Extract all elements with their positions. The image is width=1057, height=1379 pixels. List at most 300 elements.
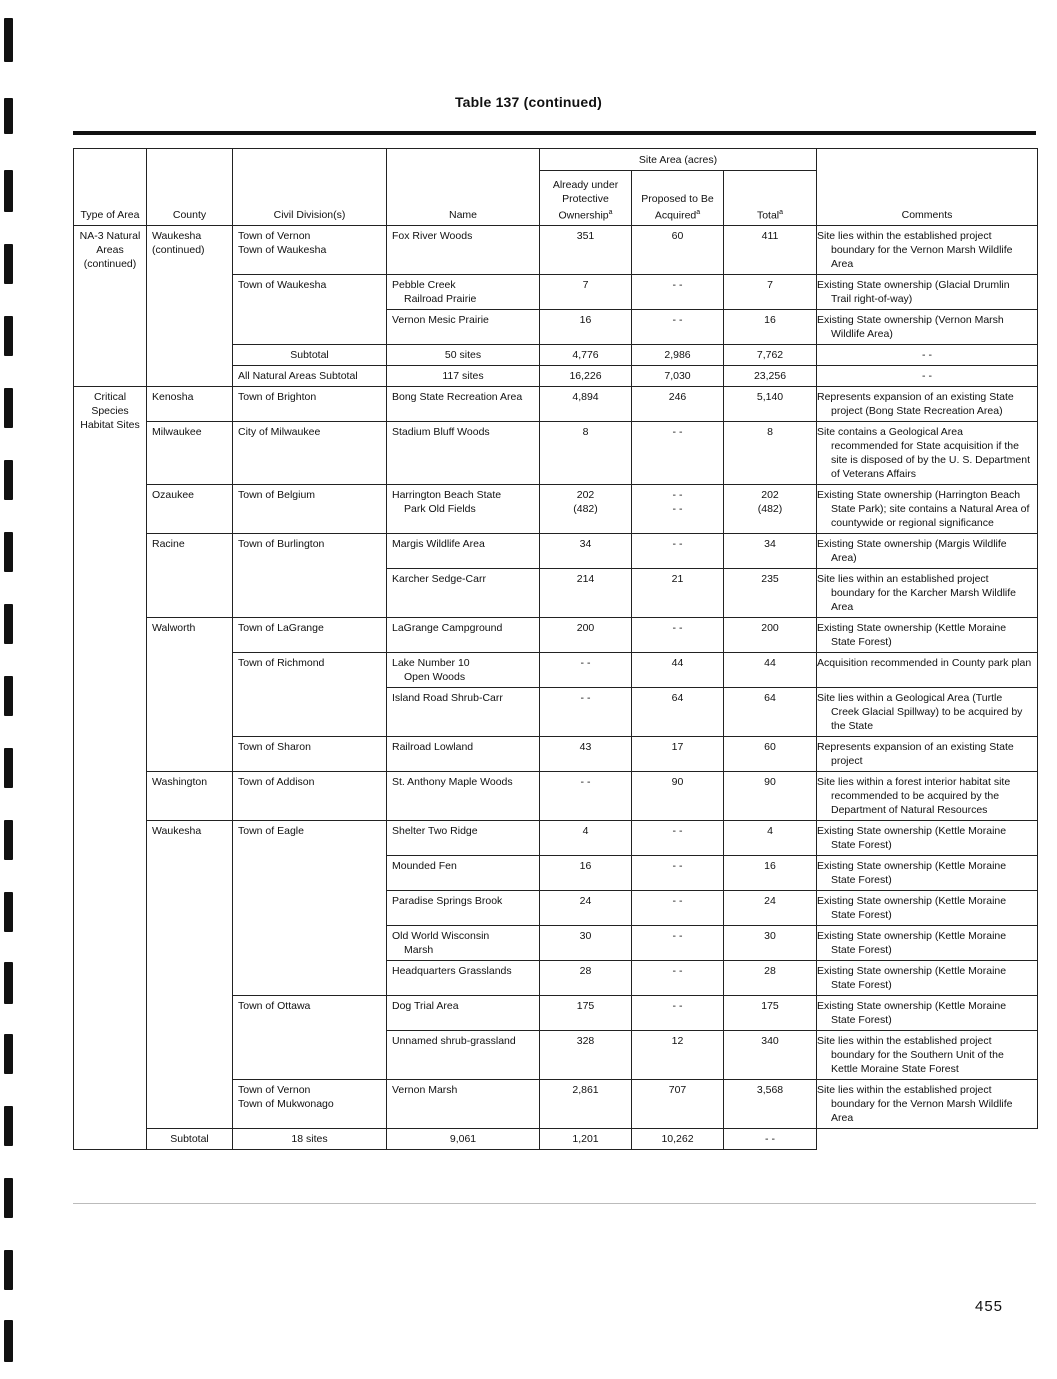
total-acres-cell xyxy=(724,310,817,345)
civil-division-cell xyxy=(233,618,387,653)
proposed-acquired-cell xyxy=(632,891,724,926)
punch-hole-mark xyxy=(4,1320,13,1362)
site-name-text: 18 sites xyxy=(291,1133,328,1145)
punch-hole-mark xyxy=(4,460,13,500)
already-protected-value: - - xyxy=(580,692,591,704)
site-name-cell xyxy=(233,1129,387,1150)
punch-hole-mark xyxy=(4,1034,13,1074)
proposed-acquired-cell xyxy=(540,1129,632,1150)
total-acres-cell xyxy=(724,891,817,926)
site-name-cell xyxy=(387,534,540,569)
header-comments: Comments xyxy=(817,149,1038,226)
civil-division-cell xyxy=(233,485,387,534)
comments-cell xyxy=(817,772,1038,821)
proposed-acquired-value: - - xyxy=(672,622,683,634)
civil-division-text: Town of Vernon xyxy=(238,1084,311,1096)
site-name-text: Pebble Creek xyxy=(392,279,456,291)
already-protected-cell xyxy=(540,926,632,961)
total-acres-cell xyxy=(724,737,817,772)
civil-division-cell xyxy=(233,534,387,618)
total-acres-cell xyxy=(724,275,817,310)
already-protected-value: 24 xyxy=(579,895,592,907)
binding-edge xyxy=(0,0,20,1379)
comment-text: Site lies within an established project boundary for the Karcher Marsh Wildlife Area xyxy=(817,573,1016,613)
site-name-cell xyxy=(387,422,540,485)
total-acres-value: (482) xyxy=(757,503,783,515)
county-text: Waukesha (continued) xyxy=(152,230,205,256)
site-name-cell xyxy=(387,737,540,772)
proposed-acquired-cell xyxy=(632,226,724,275)
county-text: Ozaukee xyxy=(152,489,195,501)
comment-text: Existing State ownership (Kettle Moraine State Forest) xyxy=(817,895,1007,921)
proposed-acquired-value: 17 xyxy=(671,741,684,753)
proposed-acquired-value: 21 xyxy=(671,573,684,585)
total-acres-value: 23,256 xyxy=(753,370,787,382)
punch-hole-mark xyxy=(4,892,13,932)
comments-cell xyxy=(817,534,1038,569)
table-container xyxy=(73,148,1037,1150)
comments-cell xyxy=(817,485,1038,534)
header-county: County xyxy=(147,149,233,226)
punch-hole-mark xyxy=(4,1250,13,1290)
table-row xyxy=(74,485,1038,534)
comment-text: - - xyxy=(922,349,932,361)
site-name-text: Karcher Sedge-Carr xyxy=(392,573,486,585)
total-acres-value: 90 xyxy=(764,776,776,788)
punch-hole-mark xyxy=(4,748,13,788)
site-name-cell xyxy=(387,961,540,996)
proposed-acquired-cell xyxy=(632,485,724,534)
civil-division-cell xyxy=(233,653,387,737)
proposed-acquired-cell xyxy=(632,1080,724,1129)
proposed-acquired-cell xyxy=(632,821,724,856)
header-total xyxy=(724,171,817,226)
site-name-cell xyxy=(387,688,540,737)
total-acres-cell xyxy=(724,387,817,422)
civil-division-text: Town of Belgium xyxy=(238,489,316,501)
county-text: Kenosha xyxy=(152,391,194,403)
comment-text: Site contains a Geological Area recommended for State acquisition if the site is disposed of by the U. S. Department of Veterans Affairs xyxy=(817,426,1031,480)
proposed-acquired-value: - - xyxy=(672,426,683,438)
header-total-label: Total xyxy=(756,209,780,221)
total-acres-value: 340 xyxy=(761,1035,779,1047)
already-protected-value: - - xyxy=(580,657,591,669)
site-name-text: Railroad Lowland xyxy=(392,741,474,753)
site-name-cell xyxy=(387,485,540,534)
site-name-cell xyxy=(387,569,540,618)
civil-division-text: City of Milwaukee xyxy=(238,426,321,438)
proposed-acquired-cell xyxy=(632,618,724,653)
county-cell xyxy=(147,422,233,485)
punch-hole-mark xyxy=(4,388,13,428)
comments-cell xyxy=(817,345,1038,366)
total-acres-cell xyxy=(724,1080,817,1129)
already-protected-cell xyxy=(540,345,632,366)
already-protected-value: - - xyxy=(580,776,591,788)
proposed-acquired-value: 246 xyxy=(668,391,687,403)
total-acres-value: 28 xyxy=(764,965,776,977)
total-acres-value: 235 xyxy=(761,573,779,585)
civil-division-cell xyxy=(233,226,387,275)
comment-text: Existing State ownership (Kettle Moraine State Forest) xyxy=(817,860,1007,886)
site-name-cell xyxy=(387,618,540,653)
civil-division-text: Town of Sharon xyxy=(238,741,311,753)
proposed-acquired-cell xyxy=(632,275,724,310)
already-protected-value: 16 xyxy=(579,860,592,872)
comments-cell xyxy=(817,926,1038,961)
total-acres-value: 24 xyxy=(764,895,776,907)
proposed-acquired-value: 44 xyxy=(671,657,684,669)
proposed-acquired-cell xyxy=(632,1031,724,1080)
civil-division-cell xyxy=(233,422,387,485)
proposed-acquired-value: 707 xyxy=(668,1084,687,1096)
comments-cell xyxy=(817,821,1038,856)
comment-text: Represents expansion of an existing State project xyxy=(817,741,1014,767)
total-acres-value: 411 xyxy=(761,230,779,242)
site-name-text: Bong State Recreation Area xyxy=(392,391,523,403)
proposed-acquired-cell xyxy=(632,310,724,345)
header-site-area: Site Area (acres) xyxy=(540,149,817,171)
civil-division-text: Town of Richmond xyxy=(238,657,325,669)
already-protected-value: 16,226 xyxy=(569,370,602,382)
already-protected-cell xyxy=(540,891,632,926)
proposed-acquired-cell xyxy=(632,772,724,821)
punch-hole-mark xyxy=(4,604,13,644)
comment-text: Existing State ownership (Kettle Moraine State Forest) xyxy=(817,825,1007,851)
proposed-acquired-cell xyxy=(632,996,724,1031)
already-protected-cell xyxy=(540,856,632,891)
civil-division-text: Town of Eagle xyxy=(238,825,304,837)
site-name-cell xyxy=(387,1080,540,1129)
civil-division-cell xyxy=(233,387,387,422)
proposed-acquired-cell xyxy=(632,422,724,485)
civil-division-cell xyxy=(233,772,387,821)
county-cell xyxy=(147,618,233,772)
county-text: Racine xyxy=(152,538,185,550)
civil-division-text: Town of Vernon xyxy=(238,230,311,242)
total-acres-value: 30 xyxy=(764,930,776,942)
site-name-text: Margis Wildlife Area xyxy=(392,538,485,550)
table-row xyxy=(74,534,1038,569)
proposed-acquired-cell xyxy=(632,366,724,387)
already-protected-cell xyxy=(540,310,632,345)
table-title: Table 137 (continued) xyxy=(454,94,603,110)
already-protected-cell xyxy=(540,772,632,821)
table-row xyxy=(74,422,1038,485)
table-header xyxy=(74,149,1038,226)
comment-text: Existing State ownership (Kettle Moraine State Forest) xyxy=(817,930,1007,956)
proposed-acquired-value: - - xyxy=(672,930,683,942)
total-acres-cell xyxy=(724,345,817,366)
comments-cell xyxy=(817,653,1038,688)
already-protected-cell xyxy=(540,485,632,534)
comment-text: Existing State ownership (Vernon Marsh Wildlife Area) xyxy=(817,314,1004,340)
already-protected-cell xyxy=(540,422,632,485)
site-name-text: Vernon Marsh xyxy=(392,1084,458,1096)
comments-cell xyxy=(817,737,1038,772)
already-protected-value: 2,861 xyxy=(572,1084,599,1096)
comments-cell xyxy=(817,366,1038,387)
already-protected-value: 8 xyxy=(582,426,589,438)
header-type-of-area: Type of Area xyxy=(74,149,147,226)
site-name-text: Island Road Shrub-Carr xyxy=(392,692,503,704)
already-protected-cell xyxy=(540,1031,632,1080)
site-name-text: Dog Trial Area xyxy=(392,1000,459,1012)
site-name-text: Vernon Mesic Prairie xyxy=(392,314,489,326)
proposed-acquired-cell xyxy=(632,653,724,688)
already-protected-cell xyxy=(540,534,632,569)
comments-cell xyxy=(817,1080,1038,1129)
punch-hole-mark xyxy=(4,532,13,572)
comments-cell xyxy=(817,891,1038,926)
civil-division-text: Town of LaGrange xyxy=(238,622,324,634)
site-name-cell xyxy=(387,653,540,688)
comment-text: Existing State ownership (Harrington Beach State Park); site contains a Natural Area of countywide or regional significance xyxy=(817,489,1030,529)
table-row xyxy=(74,1129,1038,1150)
total-acres-value: 64 xyxy=(764,692,776,704)
table-row xyxy=(74,387,1038,422)
punch-hole-mark xyxy=(4,316,13,356)
proposed-acquired-value: 2,986 xyxy=(664,349,691,361)
county-cell xyxy=(147,534,233,618)
proposed-acquired-value: 90 xyxy=(671,776,684,788)
total-acres-value: 4 xyxy=(767,825,773,837)
total-acres-value: 202 xyxy=(761,489,779,501)
comment-text: Acquisition recommended in County park plan xyxy=(817,657,1032,669)
county-cell xyxy=(147,387,233,422)
county-text: Waukesha xyxy=(152,825,202,837)
proposed-acquired-value: - - xyxy=(672,538,683,550)
already-protected-cell xyxy=(540,821,632,856)
total-acres-cell xyxy=(724,534,817,569)
civil-division-cell xyxy=(233,737,387,772)
title-rule xyxy=(73,131,1036,135)
footnote-a-marker: a xyxy=(608,208,613,216)
site-name-text: Unnamed shrub-grassland xyxy=(392,1035,516,1047)
comments-cell xyxy=(817,1031,1038,1080)
site-name-cell xyxy=(387,226,540,275)
type-of-area-cell xyxy=(74,387,147,1150)
site-name-cell xyxy=(387,366,540,387)
site-name-cell xyxy=(387,310,540,345)
total-acres-cell xyxy=(724,366,817,387)
site-name-text: Marsh xyxy=(404,944,434,956)
proposed-acquired-cell xyxy=(632,345,724,366)
site-name-cell xyxy=(387,856,540,891)
page-number: 455 xyxy=(975,1298,1004,1315)
comments-cell xyxy=(817,310,1038,345)
civil-division-text: Town of Ottawa xyxy=(238,1000,311,1012)
total-acres-cell xyxy=(724,961,817,996)
site-name-text: Mounded Fen xyxy=(392,860,457,872)
data-table xyxy=(73,148,1038,1150)
county-cell xyxy=(147,485,233,534)
proposed-acquired-value: - - xyxy=(672,825,683,837)
site-name-text: Shelter Two Ridge xyxy=(392,825,478,837)
total-acres-cell xyxy=(724,856,817,891)
total-acres-cell xyxy=(724,996,817,1031)
total-acres-value: 34 xyxy=(764,538,776,550)
total-acres-value: 5,140 xyxy=(756,391,784,403)
total-acres-value: 60 xyxy=(764,741,776,753)
county-text: Milwaukee xyxy=(152,426,202,438)
civil-division-cell xyxy=(233,345,387,366)
total-acres-value: 10,262 xyxy=(661,1133,694,1145)
total-acres-value: 7 xyxy=(767,279,773,291)
proposed-acquired-value: 1,201 xyxy=(572,1133,599,1145)
comments-cell xyxy=(817,618,1038,653)
site-name-text: 50 sites xyxy=(444,349,482,361)
county-text: Washington xyxy=(152,776,208,788)
proposed-acquired-value: 60 xyxy=(671,230,684,242)
table-row xyxy=(74,226,1038,275)
civil-division-cell xyxy=(233,1080,387,1129)
already-protected-cell xyxy=(540,961,632,996)
comment-text: Existing State ownership (Kettle Moraine State Forest) xyxy=(817,965,1007,991)
header-already-label: Already under Protective Ownership xyxy=(552,178,619,221)
proposed-acquired-cell xyxy=(632,961,724,996)
site-name-cell xyxy=(387,821,540,856)
proposed-acquired-cell xyxy=(632,856,724,891)
already-protected-cell xyxy=(540,569,632,618)
already-protected-cell xyxy=(540,688,632,737)
civil-division-text: Town of Brighton xyxy=(238,391,317,403)
header-proposed-label: Proposed to Be Acquired xyxy=(641,192,714,221)
already-protected-value: 34 xyxy=(579,538,592,550)
site-name-cell xyxy=(387,275,540,310)
punch-hole-mark xyxy=(4,170,13,212)
total-acres-cell xyxy=(724,1031,817,1080)
already-protected-cell xyxy=(540,618,632,653)
total-acres-value: 8 xyxy=(767,426,773,438)
already-protected-value: 7 xyxy=(582,279,589,291)
proposed-acquired-cell xyxy=(632,926,724,961)
already-protected-value: 30 xyxy=(579,930,592,942)
already-protected-value: 351 xyxy=(576,230,595,242)
punch-hole-mark xyxy=(4,962,13,1004)
total-acres-cell xyxy=(724,485,817,534)
total-acres-value: 16 xyxy=(764,314,776,326)
comment-text: Represents expansion of an existing State project (Bong State Recreation Area) xyxy=(817,391,1014,417)
site-name-cell xyxy=(387,891,540,926)
civil-division-text: Town of Waukesha xyxy=(238,279,327,291)
total-acres-cell xyxy=(724,226,817,275)
proposed-acquired-value: - - xyxy=(672,1000,683,1012)
comments-cell xyxy=(817,569,1038,618)
site-name-cell xyxy=(387,996,540,1031)
civil-division-text: Subtotal xyxy=(290,349,329,361)
site-name-text: Paradise Springs Brook xyxy=(392,895,503,907)
comments-cell xyxy=(817,856,1038,891)
comments-cell xyxy=(817,387,1038,422)
site-name-text: Harrington Beach State xyxy=(392,489,502,501)
site-name-text: Railroad Prairie xyxy=(404,293,477,305)
total-acres-cell xyxy=(724,926,817,961)
total-acres-cell xyxy=(724,772,817,821)
punch-hole-mark xyxy=(4,1178,13,1218)
already-protected-cell xyxy=(387,1129,540,1150)
comment-text: Site lies within the established project boundary for the Vernon Marsh Wildlife Area xyxy=(817,230,1013,270)
already-protected-cell xyxy=(540,226,632,275)
site-name-text: Park Old Fields xyxy=(404,503,476,515)
proposed-acquired-value: 12 xyxy=(671,1035,684,1047)
proposed-acquired-value: - - xyxy=(672,503,683,515)
site-name-cell xyxy=(387,345,540,366)
site-name-text: Open Woods xyxy=(404,671,466,683)
total-acres-cell xyxy=(724,653,817,688)
comment-text: Existing State ownership (Margis Wildlife Area) xyxy=(817,538,1007,564)
header-already-protected xyxy=(540,171,632,226)
already-protected-value: (482) xyxy=(573,503,598,515)
comment-text: Site lies within the established project boundary for the Southern Unit of the Kettle Moraine State Forest xyxy=(817,1035,1004,1075)
comment-text: Site lies within the established project boundary for the Vernon Marsh Wildlife Area xyxy=(817,1084,1013,1124)
proposed-acquired-value: - - xyxy=(672,860,683,872)
already-protected-value: 202 xyxy=(576,489,595,501)
proposed-acquired-value: - - xyxy=(672,895,683,907)
proposed-acquired-cell xyxy=(632,737,724,772)
civil-division-text: Town of Burlington xyxy=(238,538,325,550)
comment-text: Existing State ownership (Glacial Drumlin Trail right-of-way) xyxy=(817,279,1010,305)
already-protected-cell xyxy=(540,996,632,1031)
comment-text: - - xyxy=(765,1133,775,1145)
already-protected-value: 328 xyxy=(576,1035,595,1047)
total-acres-value: 44 xyxy=(764,657,776,669)
already-protected-cell xyxy=(540,275,632,310)
total-acres-value: 3,568 xyxy=(756,1084,784,1096)
total-acres-value: 7,762 xyxy=(756,349,784,361)
already-protected-value: 43 xyxy=(579,741,592,753)
site-name-cell xyxy=(387,1031,540,1080)
civil-division-cell xyxy=(233,821,387,996)
civil-division-cell xyxy=(147,1129,233,1150)
site-name-text: Stadium Bluff Woods xyxy=(392,426,490,438)
already-protected-value: 175 xyxy=(576,1000,595,1012)
comments-cell xyxy=(817,996,1038,1031)
proposed-acquired-value: - - xyxy=(672,489,683,501)
civil-division-cell xyxy=(233,275,387,345)
comment-text: - - xyxy=(922,370,932,382)
comment-text: Site lies within a forest interior habitat site recommended to be acquired by the Department of Natural Resources xyxy=(817,776,1011,816)
punch-hole-mark xyxy=(4,18,13,62)
total-acres-cell xyxy=(724,569,817,618)
already-protected-cell xyxy=(540,653,632,688)
total-acres-value: 175 xyxy=(761,1000,779,1012)
proposed-acquired-cell xyxy=(632,387,724,422)
civil-division-text: All Natural Areas Subtotal xyxy=(238,370,358,382)
total-acres-cell xyxy=(724,821,817,856)
proposed-acquired-value: - - xyxy=(672,965,683,977)
proposed-acquired-value: 64 xyxy=(671,692,684,704)
site-name-text: LaGrange Campground xyxy=(392,622,503,634)
site-name-cell xyxy=(387,772,540,821)
already-protected-cell xyxy=(540,366,632,387)
already-protected-value: 4,894 xyxy=(572,391,599,403)
already-protected-cell xyxy=(540,737,632,772)
comments-cell xyxy=(817,226,1038,275)
total-acres-cell xyxy=(724,688,817,737)
table-row xyxy=(74,618,1038,653)
already-protected-value: 16 xyxy=(579,314,592,326)
site-name-text: Headquarters Grasslands xyxy=(392,965,512,977)
type-of-area-text: NA-3 Natural Areas (continued) xyxy=(79,230,141,270)
civil-division-text: Town of Addison xyxy=(238,776,315,788)
total-acres-cell xyxy=(632,1129,724,1150)
civil-division-text: Subtotal xyxy=(170,1133,209,1145)
site-name-text: 117 sites xyxy=(442,370,484,382)
footnote-a-marker: a xyxy=(779,208,784,216)
total-acres-cell xyxy=(724,618,817,653)
type-of-area-text: Critical Species Habitat Sites xyxy=(80,391,140,431)
